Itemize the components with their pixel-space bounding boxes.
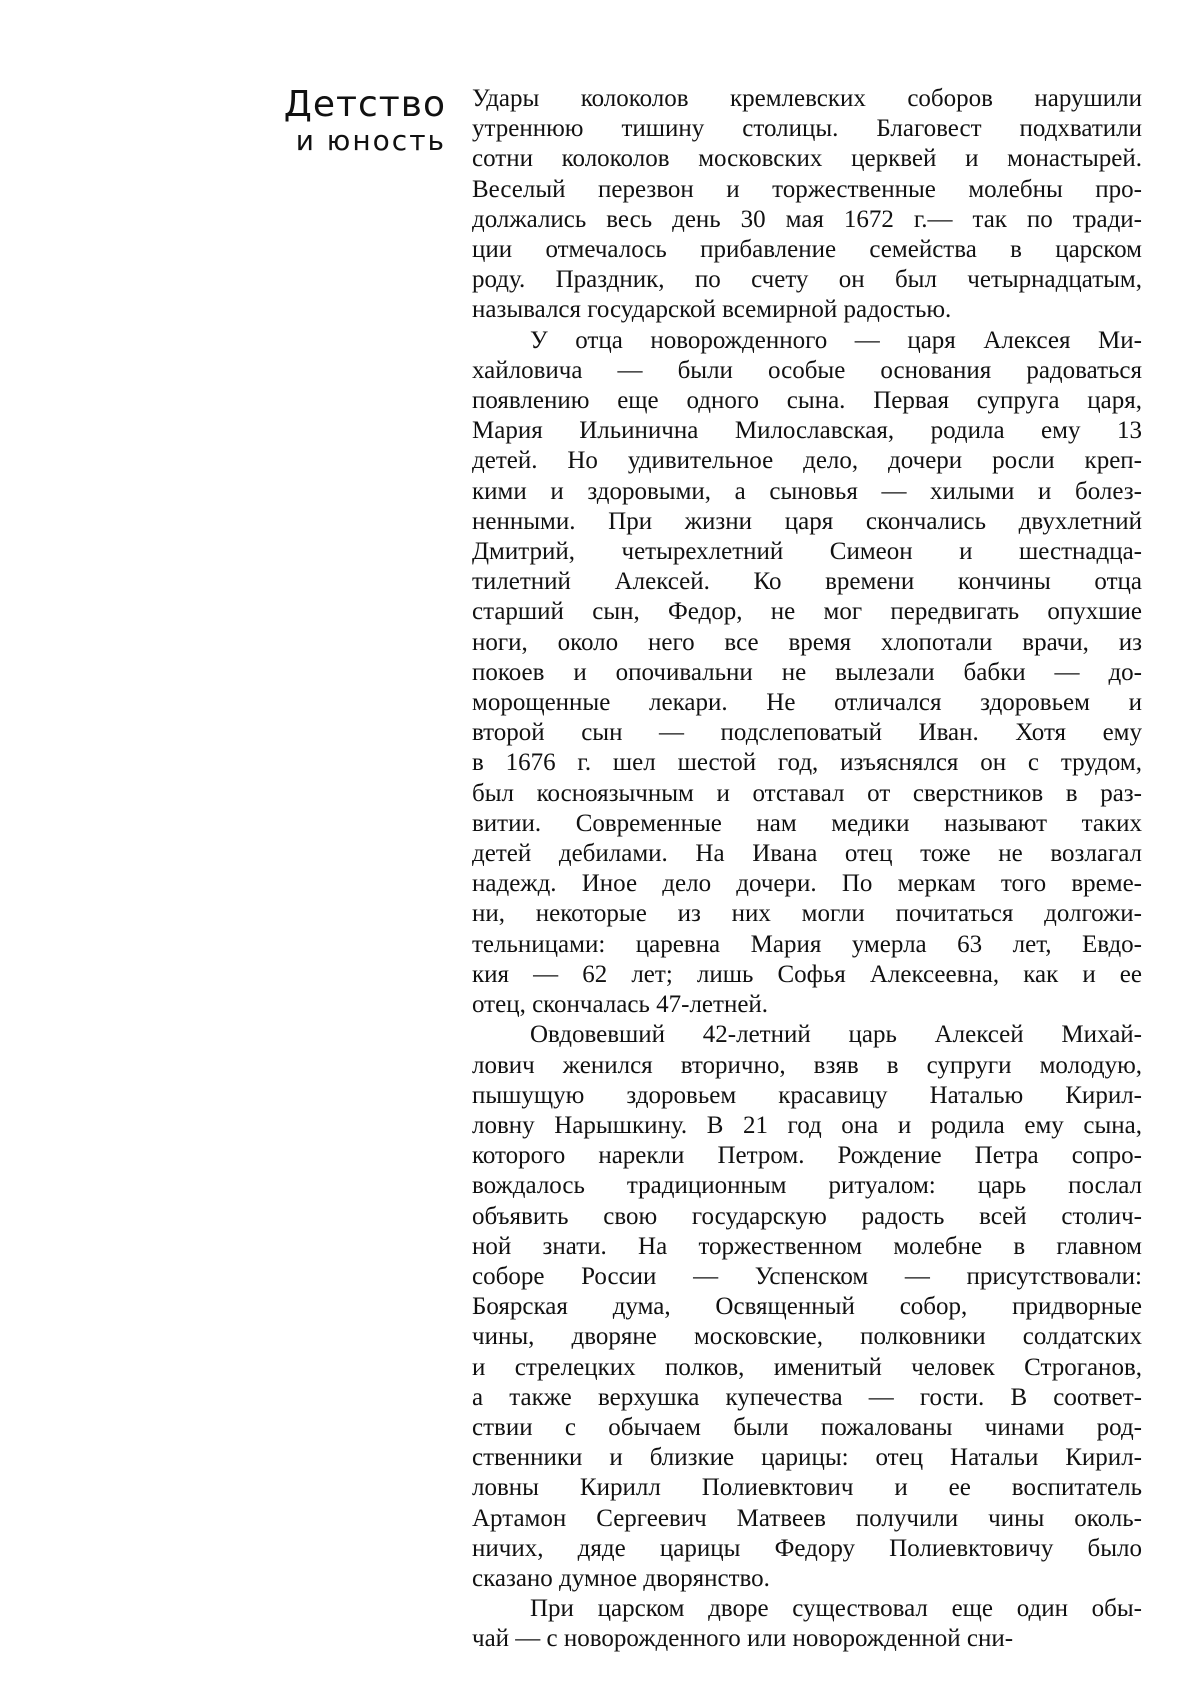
text-line: морощенные лекари. Не отличался здоровьем и [472,689,1142,717]
text-line: Мария Ильинична Милославская, родила ему 13 [472,417,1142,445]
text-line: Удары колоколов кремлевских соборов нарушили [472,85,1142,112]
chapter-heading-line-2: и юность [295,124,446,158]
text-line: хайловича — были особые основания радоваться [472,356,1142,384]
text-line: лович женился вторично, взяв в супруги молодую, [472,1051,1142,1079]
text-line: ни, некоторые из них могли почитаться долгожи- [472,900,1142,928]
text-line: ной знати. На торжественном молебне в главном [472,1232,1142,1260]
text-line: Дмитрий, четырехлетний Симеон и шестнадца- [472,538,1142,566]
text-line: чины, дворяне московские, полковники солдатских [472,1323,1142,1351]
text-line: витии. Современные нам медики называют таких [472,809,1142,837]
text-line: тельницами: царевна Мария умерла 63 лет, Евдо- [472,930,1142,958]
text-line: старший сын, Федор, не мог передвигать опухшие [472,598,1142,626]
text-line: второй сын — подслеповатый Иван. Хотя ему [472,719,1142,747]
text-line: соборе России — Успенском — присутствовали: [472,1262,1142,1290]
text-line: утреннюю тишину столицы. Благовест подхватили [472,115,1142,143]
text-line: тилетний Алексей. Ко времени кончины отца [472,568,1142,596]
text-line: пышущую здоровьем красавицу Наталью Кирил- [472,1081,1142,1109]
text-line: объявить свою государскую радость всей столич- [472,1202,1142,1230]
paragraph [472,326,1142,1021]
text-line: ловны Кирилл Полиевктович и ее воспитатель [472,1474,1142,1502]
text-line: назывался государской всемирной радостью. [472,296,952,324]
text-line: Овдовевший 42-летний царь Алексей Михай- [530,1021,1142,1049]
text-line: появлению еще одного сына. Первая супруга царя, [472,387,1142,415]
text-line: которого нарекли Петром. Рождение Петра сопро- [472,1142,1142,1170]
text-line: отец, скончалась 47-летней. [472,991,769,1019]
text-line: ненными. При жизни царя скончались двухлетний [472,507,1142,535]
text-line: ноги, около него все время хлопотали врачи, из [472,628,1142,656]
text-line: ственники и близкие царицы: отец Натальи Кирил- [472,1444,1142,1472]
text-line: надежд. Иное дело дочери. По меркам того време- [472,870,1142,898]
body-text [472,84,1142,1655]
paragraph [472,1594,1142,1654]
text-line: и стрелецких полков, именитый человек Строганов, [472,1353,1142,1381]
text-line: Веселый перезвон и торжественные молебны про- [472,175,1142,203]
text-line: ничих, дяде царицы Федору Полиевктовичу было [472,1534,1142,1562]
text-line: был косноязычным и отставал от сверстников в раз- [472,779,1142,807]
text-line: чай — с новорожденного или новорожденной сни- [472,1625,1014,1653]
text-line: ловну Нарышкину. В 21 год она и родила ему сына, [472,1111,1142,1139]
text-line: У отца новорожденного — царя Алексея Ми- [530,326,1142,354]
text-line: кими и здоровыми, а сыновья — хилыми и болез- [472,477,1142,505]
text-line: ствии с обычаем были пожалованы чинами род- [472,1413,1142,1441]
text-line: роду. Праздник, по счету он был четырнадцатым, [472,266,1142,294]
text-line: сотни колоколов московских церквей и монастырей. [472,145,1142,173]
text-line: должались весь день 30 мая 1672 г.— так по тради- [472,205,1142,233]
text-line: покоев и опочивальни не вылезали бабки — до- [472,658,1142,686]
paragraph [472,84,1142,326]
text-line: ции отмечалось прибавление семейства в царском [472,236,1142,264]
text-line: Боярская дума, Освященный собор, придворные [472,1293,1142,1321]
chapter-heading [240,84,446,158]
text-line: а также верхушка купечества — гости. В соответ- [472,1383,1142,1411]
paragraph [472,1020,1142,1594]
text-line: детей дебилами. На Ивана отец тоже не возлагал [472,840,1142,868]
text-line: сказано думное дворянство. [472,1564,770,1592]
text-line: При царском дворе существовал еще один обы- [530,1595,1142,1623]
text-line: кия — 62 лет; лишь Софья Алексеевна, как и ее [472,960,1142,988]
text-line: в 1676 г. шел шестой год, изъяснялся он с трудом, [472,749,1142,777]
text-line: Артамон Сергеевич Матвеев получили чины околь- [472,1504,1142,1532]
text-line: вождалось традиционным ритуалом: царь послал [472,1172,1142,1200]
text-line: детей. Но удивительное дело, дочери росли креп- [472,447,1142,475]
chapter-heading-line-1: Детство [283,84,446,125]
